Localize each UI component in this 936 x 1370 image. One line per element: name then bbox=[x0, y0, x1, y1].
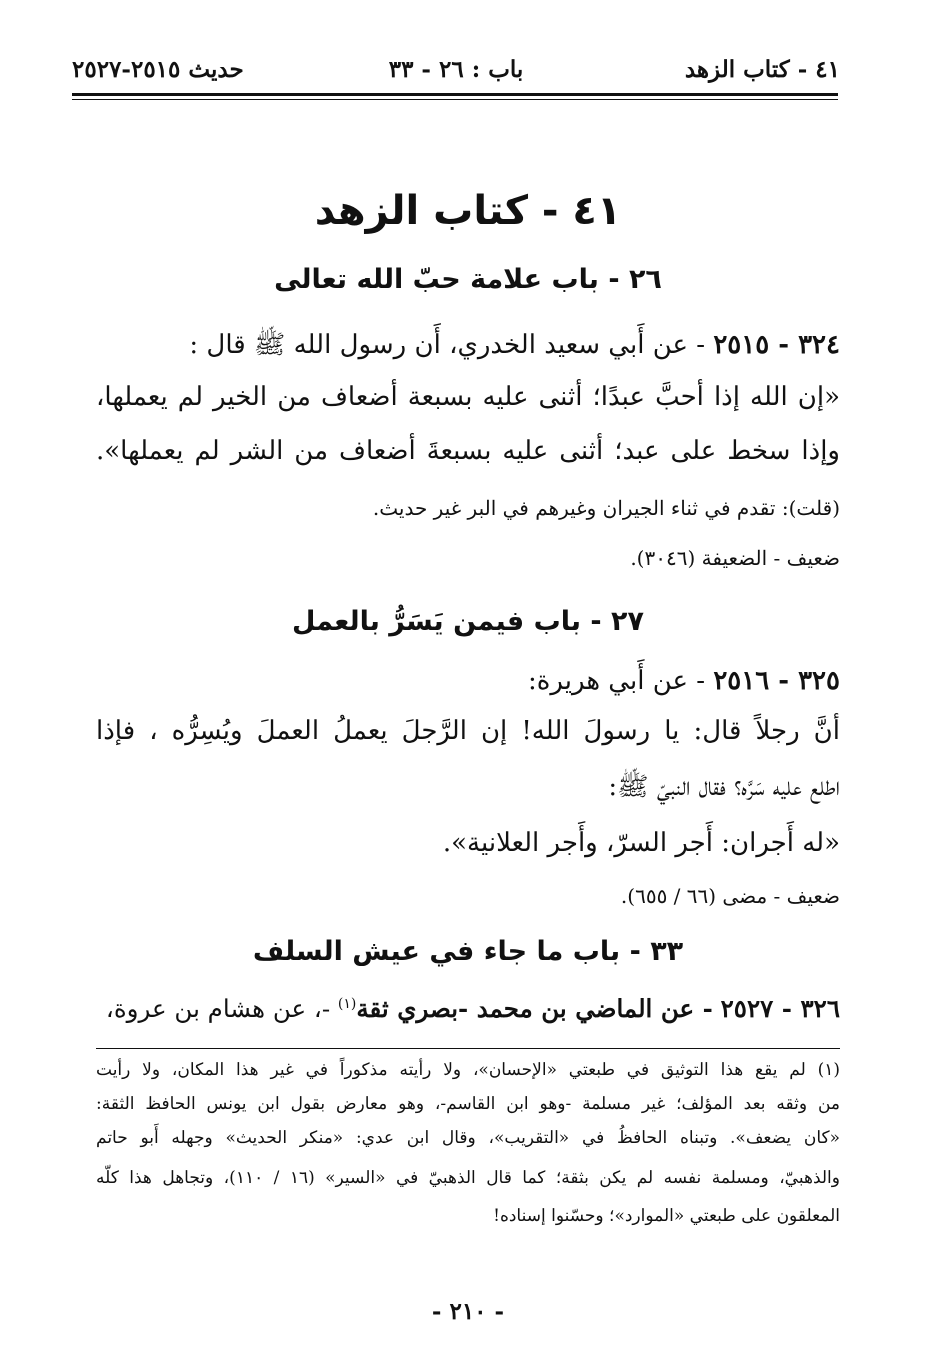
hadith-2527-number: ٣٢٦ - ٢٥٢٧ bbox=[720, 994, 840, 1023]
hadith-2516-line-3: اطلع عليه سَرَّه؟ فقال النبيّ ﷺ: bbox=[608, 772, 840, 802]
chapter-heading-26: ٢٦ - باب علامة حبّ الله تعالى bbox=[274, 264, 662, 295]
header-book-label: ٤١ - كتاب الزهد bbox=[684, 56, 840, 83]
page-number: - ٢١٠ - bbox=[431, 1298, 505, 1325]
footnote-line-4: والذهبيّ، ومسلمة نفسه لم يكن بثقة؛ كما قال الذهبيّ في «السير» (١٦ / ١١٠)، وتجاهل هذا كلّه bbox=[96, 1168, 840, 1188]
hadith-2515-grade: ضعيف - الضعيفة (٣٠٤٦). bbox=[630, 546, 840, 570]
footnote-line-5: المعلقون على طبعتي «الموارد»؛ وحسّنوا إسناده! bbox=[493, 1206, 840, 1226]
book-title: ٤١ - كتاب الزهد bbox=[314, 188, 622, 234]
hadith-2516-intro bbox=[528, 666, 840, 696]
footnote-line-1: (١) لم يقع هذا التوثيق في طبعتي «الإحسان»، ولا رأيته مذكوراً في غير هذا المكان، ولا رأيت bbox=[96, 1060, 840, 1080]
chapter-heading-33: ٣٣ - باب ما جاء في عيش السلف bbox=[252, 936, 684, 967]
footnote-line-2: من وثقه بعد المؤلف؛ غير مسلمة -وهو ابن القاسم-، وهو معارض بقول ابن يونس الحافظ الثقة: bbox=[96, 1094, 840, 1114]
hadith-2515-note: (قلت): تقدم في ثناء الجيران وغيرهم في البر غير حديث. bbox=[372, 496, 840, 520]
header-chapter-range: باب : ٢٦ - ٣٣ bbox=[388, 56, 524, 83]
header-rule-thick bbox=[72, 93, 838, 96]
header-rule-thin bbox=[72, 99, 838, 100]
hadith-2516-line-4: «له أَجران: أَجر السرّ، وأَجر العلانية». bbox=[442, 828, 840, 858]
chapter-heading-27: ٢٧ - باب فيمن يَسَرُّ بالعمل bbox=[292, 606, 644, 637]
running-header bbox=[72, 56, 840, 94]
hadith-2515-number: ٣٢٤ - ٢٥١٥ bbox=[713, 330, 840, 360]
hadith-2515-line-2: «إن الله إذا أحبَّ عبدًا؛ أثنى عليه بسبعة أضعاف من الخير لم يعملها، bbox=[96, 382, 840, 412]
footnote-rule bbox=[96, 1048, 840, 1049]
footnote-line-3: «كان يضعف». وتبناه الحافظُ في «التقريب»، وقال ابن عدي: «منكر الحديث» وجهله أَبو حاتم bbox=[96, 1128, 840, 1148]
hadith-2515-isnad: - عن أَبي سعيد الخدري، أَن رسول الله ﷺ قال : bbox=[189, 330, 706, 360]
hadith-2516-isnad: - عن أَبي هريرة: bbox=[528, 666, 706, 696]
hadith-2516-line-2: أنَّ رجلاً قال: يا رسولَ الله! إن الرَّجلَ يعملُ العملَ ويُسِرُّه ، فإذا bbox=[96, 716, 840, 746]
header-hadith-range: حديث ٢٥١٥-٢٥٢٧ bbox=[72, 56, 244, 83]
hadith-2515-intro bbox=[189, 328, 840, 366]
hadith-2516-number: ٣٢٥ - ٢٥١٦ bbox=[713, 666, 840, 696]
hadith-2515-line-3: وإذا سخط على عبد؛ أثنى عليه بسبعةَ أضعاف من الشر لم يعملها». bbox=[96, 436, 840, 466]
hadith-2527-intro bbox=[106, 994, 840, 1023]
hadith-2516-grade: ضعيف - مضى (٦٦ / ٦٥٥). bbox=[620, 884, 840, 908]
footnote-ref-1[interactable]: (١) bbox=[337, 995, 357, 1012]
hadith-2527-isnad-tail: -، عن هشام بن عروة، bbox=[105, 994, 331, 1023]
hadith-2527-isnad: - عن الماضي بن محمد -بصري ثقة bbox=[356, 994, 713, 1023]
